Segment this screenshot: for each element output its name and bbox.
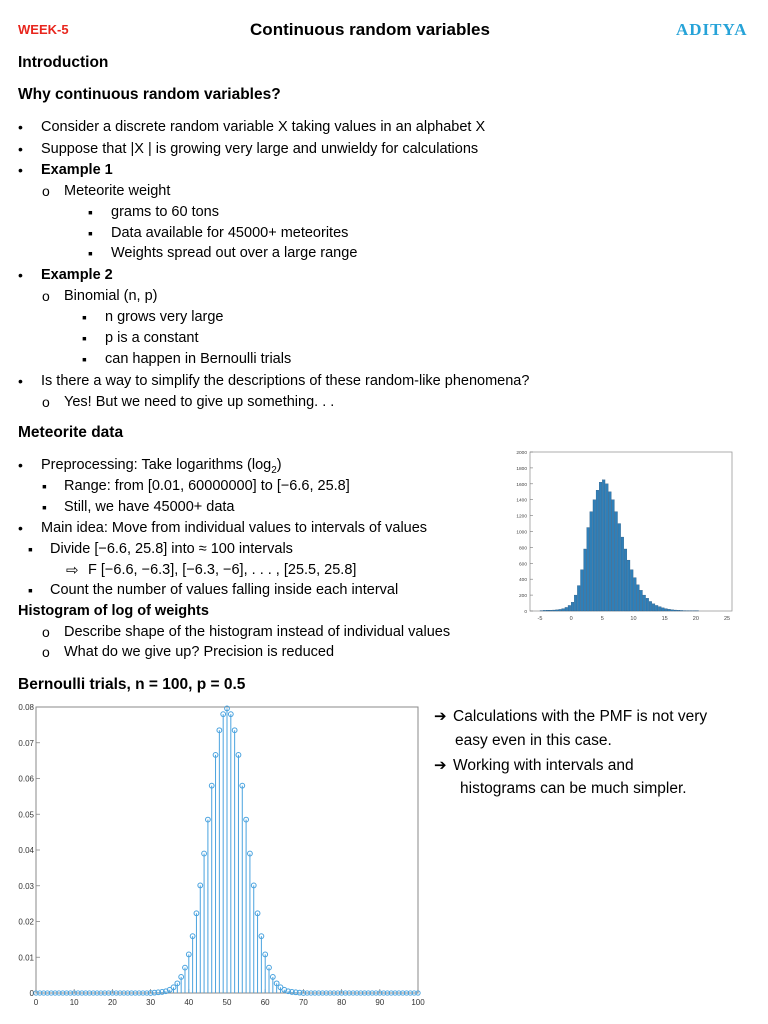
histogram-bar <box>543 610 546 611</box>
histogram-bar <box>609 492 612 611</box>
histogram-bar <box>599 482 602 611</box>
square-bullet-icon <box>42 478 47 494</box>
x-tick-label: -5 <box>537 616 543 622</box>
x-tick-label: 30 <box>146 998 156 1007</box>
histogram-bar <box>602 480 605 611</box>
histogram-bar <box>658 607 661 611</box>
arrow-icon: ➔ <box>434 708 447 725</box>
bullet-text: Consider a discrete random variable X taking values in an alphabet X <box>41 119 486 135</box>
square-bullet-icon <box>88 204 93 220</box>
x-tick-label: 20 <box>692 616 699 622</box>
sub-bullet-text: What do we give up? Precision is reduced <box>64 644 335 660</box>
histogram-bar <box>680 610 683 611</box>
item-text: grams to 60 tons <box>111 204 219 220</box>
y-tick-label: 1400 <box>516 498 527 504</box>
y-tick-label: 1200 <box>516 514 527 520</box>
histogram-bar <box>643 595 646 611</box>
preprocessing-end: ) <box>276 457 282 473</box>
histogram-bar <box>668 609 671 611</box>
item-text: n grows very large <box>105 309 224 325</box>
histogram-bar <box>574 595 577 611</box>
histogram-bar <box>568 605 571 611</box>
histogram-bar <box>618 524 621 611</box>
histogram-bar <box>621 537 624 611</box>
x-tick-label: 50 <box>222 998 232 1007</box>
subheading-why: Why continuous random variables? <box>18 86 281 103</box>
x-tick-label: 0 <box>569 616 573 622</box>
bullet-icon <box>18 162 23 178</box>
y-tick-label: 0.01 <box>18 953 34 963</box>
square-bullet-icon <box>28 541 33 557</box>
item-text: p is a constant <box>105 330 199 346</box>
square-bullet-icon <box>42 499 47 515</box>
histogram-bar <box>565 607 568 611</box>
square-bullet-icon <box>82 309 87 325</box>
brand-logo: ADITYA <box>676 20 748 39</box>
x-tick-label: 90 <box>375 998 385 1007</box>
week-label: WEEK-5 <box>18 22 69 37</box>
histogram-bar <box>627 560 630 611</box>
histogram-bar <box>571 602 574 611</box>
y-tick-label: 0.03 <box>18 881 34 891</box>
histogram-bar <box>593 500 596 611</box>
y-tick-label: 800 <box>518 546 527 552</box>
intervals-text: F [−6.6, −6.3], [−6.3, −6], . . . , [25.5, 25.8] <box>88 562 357 578</box>
sub-bullet-icon <box>42 183 50 199</box>
square-bullet-icon <box>82 330 87 346</box>
bullet-icon <box>18 141 23 157</box>
y-tick-label: 0.05 <box>18 810 34 820</box>
section-heading-meteorite: Meteorite data <box>18 424 124 441</box>
square-bullet-icon <box>28 582 33 598</box>
histogram-bar <box>640 590 643 611</box>
arrow-icon: ➔ <box>434 757 447 774</box>
sub-bullet-icon <box>42 624 50 640</box>
histogram-bar <box>605 484 608 611</box>
item-text: Divide [−6.6, 25.8] into ≈ 100 intervals <box>50 541 293 557</box>
histogram-bar <box>562 609 565 611</box>
bullet-icon <box>18 119 23 135</box>
histogram-bar <box>590 512 593 611</box>
bullet-text: Main idea: Move from individual values to intervals of values <box>41 520 428 536</box>
x-tick-label: 0 <box>33 998 39 1007</box>
y-tick-label: 200 <box>518 594 527 600</box>
x-tick-label: 100 <box>411 998 425 1007</box>
histogram-bar <box>546 610 549 611</box>
square-bullet-icon <box>88 245 93 261</box>
note-text: Working with intervals and <box>453 757 634 774</box>
item-text: Still, we have 45000+ data <box>64 499 235 515</box>
item-text: Range: from [0.01, 60000000] to [−6.6, 25.8] <box>64 478 350 494</box>
page-title: Continuous random variables <box>250 20 490 39</box>
y-tick-label: 2000 <box>516 451 527 456</box>
item-text: Data available for 45000+ meteorites <box>111 225 349 241</box>
histogram-bar <box>549 610 552 611</box>
histogram-bar <box>649 601 652 611</box>
x-tick-label: 80 <box>337 998 347 1007</box>
histogram-bar <box>552 610 555 611</box>
histogram-bar <box>577 586 580 611</box>
histogram-bar <box>581 570 584 611</box>
bullet-text: Is there a way to simplify the descriptions of these random-like phenomena? <box>41 373 530 389</box>
bullet-text <box>41 457 282 476</box>
bullet-icon <box>18 520 23 536</box>
bullet-icon <box>18 373 23 389</box>
x-tick-label: 60 <box>260 998 270 1007</box>
y-tick-label: 0.04 <box>18 846 34 855</box>
y-tick-label: 0.08 <box>18 703 34 712</box>
histogram-bar <box>587 528 590 611</box>
sub-bullet-text: Yes! But we need to give up something. . . <box>64 394 335 410</box>
y-tick-label: 0.07 <box>18 738 34 748</box>
histogram-heading: Histogram of log of weights <box>18 603 209 619</box>
note-text: histograms can be much simpler. <box>460 780 687 797</box>
y-tick-label: 1000 <box>516 530 527 536</box>
sub-bullet-text: Binomial (n, p) <box>64 288 158 304</box>
section-heading-bernoulli: Bernoulli trials, n = 100, p = 0.5 <box>18 676 246 693</box>
square-bullet-icon <box>82 351 87 367</box>
square-bullet-icon <box>88 225 93 241</box>
y-tick-label: 0.06 <box>18 774 34 784</box>
histogram-bar <box>662 608 665 611</box>
y-tick-label: 600 <box>518 562 527 568</box>
sub-bullet-icon <box>42 394 50 410</box>
histogram-bar <box>677 610 680 611</box>
y-tick-label: 1600 <box>516 482 527 488</box>
x-tick-label: 15 <box>661 616 668 622</box>
example-1-label: Example 1 <box>41 162 113 178</box>
histogram-bar <box>652 604 655 611</box>
y-tick-label: 400 <box>518 578 527 584</box>
sub-bullet-icon <box>42 644 50 660</box>
histogram-bar <box>665 609 668 611</box>
histogram-bar <box>556 610 559 611</box>
note-text: Calculations with the PMF is not very <box>453 708 708 725</box>
histogram-bar <box>671 610 674 611</box>
meteorite-histogram-chart <box>500 446 736 626</box>
x-tick-label: 5 <box>600 616 604 622</box>
histogram-bar <box>637 585 640 611</box>
item-text: Weights spread out over a large range <box>111 245 358 261</box>
histogram-bar <box>633 578 636 611</box>
x-tick-label: 70 <box>298 998 308 1007</box>
y-tick-label: 0 <box>524 610 527 615</box>
x-tick-label: 25 <box>723 616 731 622</box>
preprocessing-text: Preprocessing: Take logarithms (log <box>41 457 272 473</box>
y-tick-label: 1800 <box>516 466 527 472</box>
x-tick-label: 10 <box>69 998 79 1007</box>
section-heading-introduction: Introduction <box>18 54 109 71</box>
x-tick-label: 20 <box>107 998 117 1007</box>
x-tick-label: 40 <box>184 998 194 1007</box>
item-text: Count the number of values falling inside each interval <box>50 582 399 598</box>
histogram-bar <box>674 610 677 611</box>
y-tick-label: 0.02 <box>18 917 34 927</box>
example-2-label: Example 2 <box>41 267 113 283</box>
histogram-bar <box>559 609 562 611</box>
histogram-bar <box>596 490 599 611</box>
histogram-bar <box>584 549 587 611</box>
note-text: easy even in this case. <box>455 732 612 749</box>
sub-bullet-text: Describe shape of the histogram instead of individual values <box>64 624 451 640</box>
histogram-bar <box>624 549 627 611</box>
histogram-bar <box>612 500 615 611</box>
bullet-icon <box>18 457 23 473</box>
hollow-arrow-icon: ⇨ <box>66 562 79 579</box>
bullet-text: Suppose that |X | is growing very large and unwieldy for calculations <box>41 141 479 157</box>
histogram-bar <box>655 605 658 611</box>
sub-bullet-text: Meteorite weight <box>64 183 171 199</box>
binomial-pmf-stem-chart <box>0 700 432 1018</box>
log-base-subscript: 2 <box>271 464 277 476</box>
sub-bullet-icon <box>42 288 50 304</box>
bullet-icon <box>18 267 23 283</box>
histogram-bar <box>615 512 618 611</box>
x-tick-label: 10 <box>630 616 637 622</box>
histogram-bar <box>646 598 649 611</box>
item-text: can happen in Bernoulli trials <box>105 351 292 367</box>
y-tick-label: 0 <box>29 989 34 998</box>
histogram-bar <box>630 570 633 611</box>
